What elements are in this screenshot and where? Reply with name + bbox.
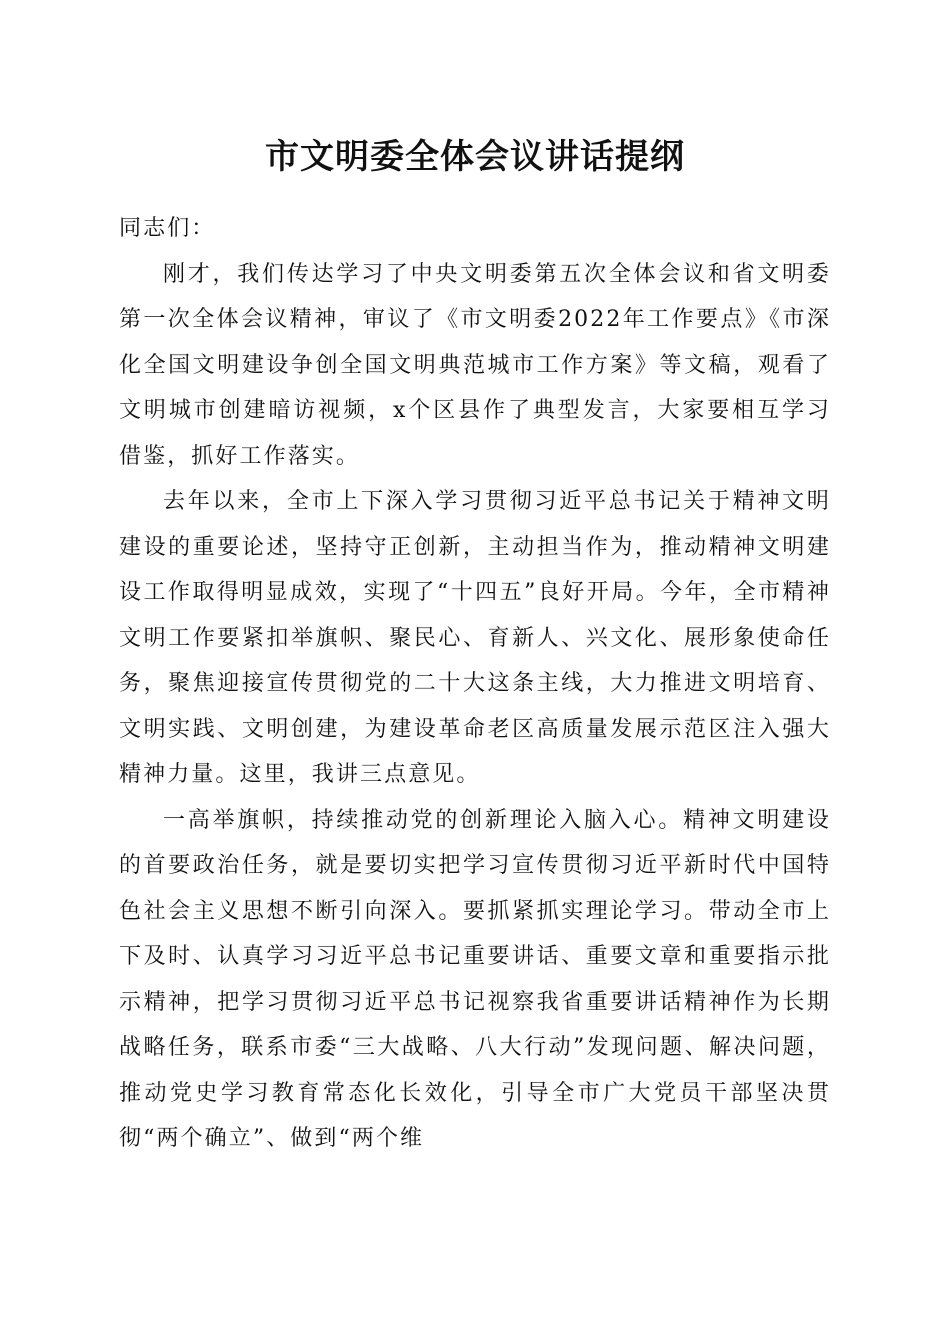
paragraph-opening: 刚才，我们传达学习了中央文明委第五次全体会议和省文明委第一次全体会议精神，审议了《市文明委2022年工作要点》《市深化全国文明建设争创全国文明典范城市工作方案》等文稿，观看了文明城市创建暗访视频，x个区县作了典型发言，大家要相互学习借鉴，抓好工作落实。 — [119, 261, 831, 469]
paragraph-point-one: 一高举旗帜，持续推动党的创新理论入脑入心。精神文明建设的首要政治任务，就是要切实把学习宣传贯彻习近平新时代中国特色社会主义思想不断引向深入。要抓紧抓实理论学习。带动全市上下及时、认真学习习近平总书记重要讲话、重要文章和重要指示批示精神，把学习贯彻习近平总书记视察我省重要讲话精神作为长期战略任务，联系市委“三大战略、八大行动”发现问题、解决问题，推动党史学习教育常态化长效化，引导全市广大党员干部坚决贯彻“两个确立”、做到“两个维 — [119, 807, 831, 1151]
document-body — [119, 206, 831, 1162]
paragraph-overview: 去年以来，全市上下深入学习贯彻习近平总书记关于精神文明建设的重要论述，坚持守正创新，主动担当作为，推动精神文明建设工作取得明显成效，实现了“十四五”良好开局。今年，全市精神文明工作要紧扣举旗帜、聚民心、育新人、兴文化、展形象使命任务，聚焦迎接宣传贯彻党的二十大这条主线，大力推进文明培育、文明实践、文明创建，为建设革命老区高质量发展示范区注入强大精神力量。这里，我讲三点意见。 — [119, 489, 831, 787]
document-title: 市文明委全体会议讲话提纲 — [265, 137, 685, 177]
salutation: 同志们： — [119, 216, 216, 241]
